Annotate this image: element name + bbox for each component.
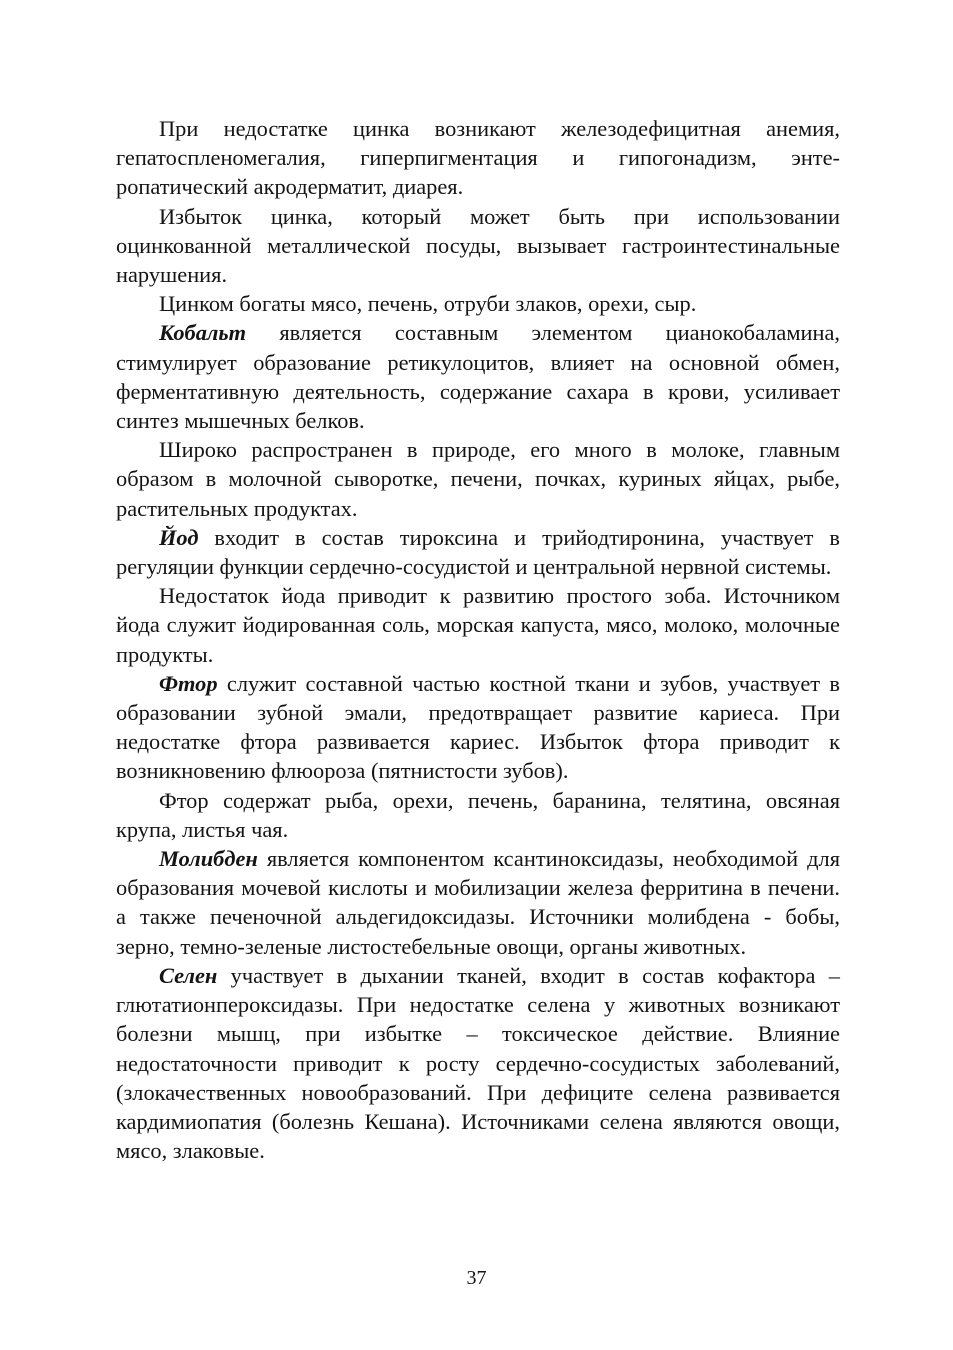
term-selenium: Селен: [159, 962, 218, 988]
paragraph-text: является составным элементом цианокобаламина, стимулирует образование ретикулоцитов, влияет на основной обмен, ферментативную деятельность, содержание сахара в крови, усиливает синтез мышечных белков.: [116, 320, 840, 434]
paragraph-text: входит в состав тироксина и трийодтиронина, участвует в регуляции функции сердечно-сосудистой и центральной нервной системы.: [116, 524, 840, 580]
body-text: [116, 114, 840, 1165]
term-cobalt: Кобальт: [159, 320, 247, 346]
paragraph-text: Недостаток йода приводит к развитию простого зоба. Источником йода служит йодированная соль, морская капуста, мясо, молоко, молочные продукты.: [116, 583, 840, 667]
paragraph-zinc-deficiency: [116, 114, 840, 202]
paragraph-text: При недостатке цинка возникают железодефицитная анемия, гепатоспленомегалия, гиперпигментация и гипогонадизм, энтеропатический акродерматит, диарея.: [116, 116, 840, 200]
paragraph-cobalt-sources: [116, 435, 840, 523]
paragraph-iodine: [116, 523, 840, 581]
term-fluorine: Фтор: [159, 670, 218, 696]
paragraph-selenium: [116, 961, 840, 1165]
paragraph-fluorine: [116, 669, 840, 786]
page-number: 37: [466, 1267, 487, 1289]
term-molybdenum: Молибден: [159, 846, 258, 872]
paragraph-text: служит составной частью костной ткани и зубов, участвует в образовании зубной эмали, предотвращает развитие кариеса. При недостатке фтора развивается кариес. Избыток фтора приводит к возникновению флюороза (пятнистости зубов).: [116, 670, 840, 784]
paragraph-text: Избыток цинка, который может быть при использовании оцинкованной металлической посуды, вызывает гастроинтестинальные нарушения.: [116, 203, 840, 288]
paragraph-iodine-deficiency: [116, 581, 840, 669]
paragraph-text: Широко распространен в природе, его много в молоке, главным образом в молочной сыворотке, печени, почках, куриных яйцах, рыбе, растительных продуктах.: [116, 437, 840, 521]
paragraph-text: Фтор содержат рыба, орехи, печень, баранина, телятина, овсяная крупа, листья чая.: [116, 787, 840, 842]
paragraph-cobalt: [116, 318, 840, 435]
paragraph-text: является компонентом ксантиноксидазы, необходимой для образования мочевой кислоты и мобилизации железа ферритина в печени. а также печеночной альдегидоксидазы. Источники молибдена - бобы, зерно, темно-зеленые листостебельные овощи, органы животных.: [116, 846, 840, 959]
paragraph-zinc-sources: [116, 289, 840, 318]
paragraph-zinc-excess: [116, 202, 840, 290]
paragraph-molybdenum: [116, 844, 840, 961]
paragraph-fluorine-sources: [116, 786, 840, 844]
paragraph-text: участвует в дыхании тканей, входит в состав кофактора – глютатионпероксидазы. При недостатке селена у животных возникают болезни мышц, при избытке – токсическое действие. Влияние недостаточности приводит к росту сердечно-сосудистых заболеваний, (злокачественных новообразований. При дефиците селена развивается кардимиопатия (болезнь Кешана). Источниками селена являются овощи, мясо, злаковые.: [116, 962, 840, 1164]
paragraph-text: Цинком богаты мясо, печень, отруби злаков, орехи, сыр.: [159, 291, 697, 317]
term-iodine: Йод: [159, 524, 199, 550]
